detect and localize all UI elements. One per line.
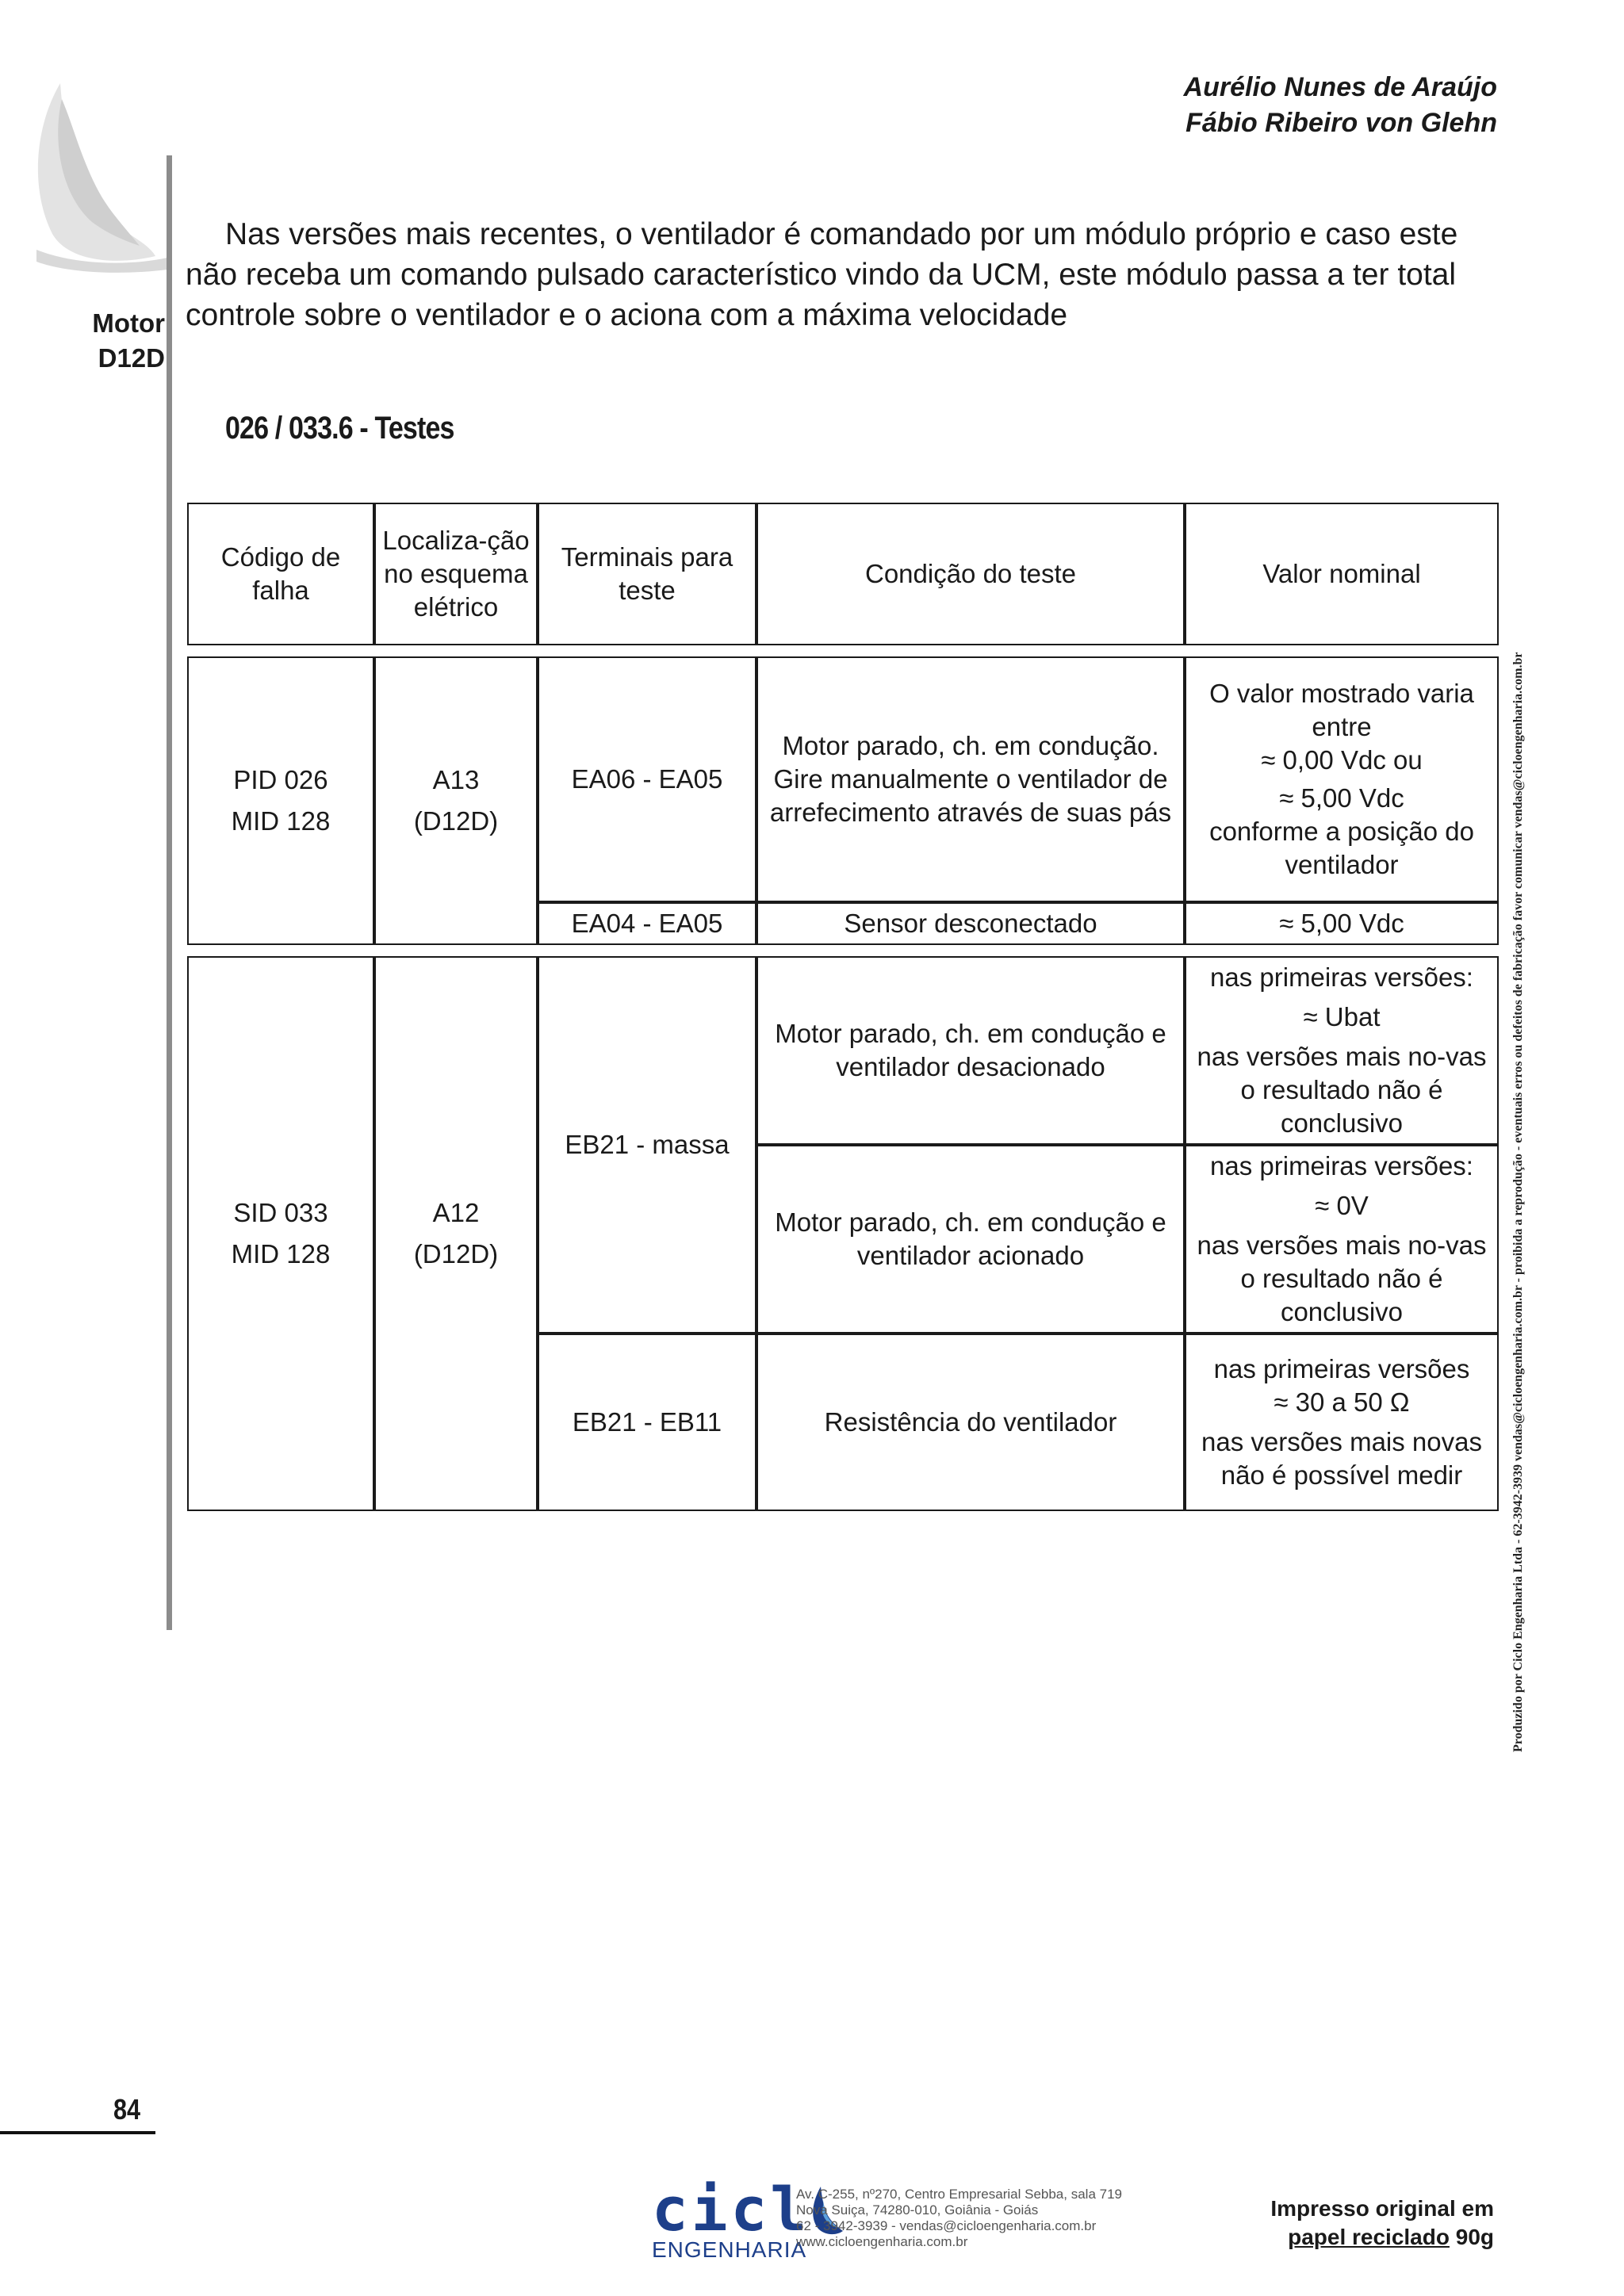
value-line: ≈ 0V: [1315, 1191, 1369, 1220]
value-cell: [1185, 956, 1499, 1145]
value-cell: [1185, 1334, 1499, 1511]
value-line: nas versões mais novas não é possível medir: [1201, 1427, 1482, 1490]
page-number-rule: [0, 2131, 155, 2134]
location-cell: [374, 656, 538, 945]
table-row: [187, 956, 1499, 1145]
table-spacer: [187, 645, 1499, 656]
decorative-swoosh-logo: [29, 75, 171, 274]
author-name: Fábio Ribeiro von Glehn: [1185, 108, 1497, 138]
terminal-cell: EB21 - EB11: [538, 1334, 756, 1511]
fault-code-cell: [187, 956, 374, 1511]
address-line: www.cicloengenharia.com.br: [796, 2234, 968, 2249]
fault-code: SID 033: [233, 1198, 328, 1227]
intro-text: Nas versões mais recentes, o ventilador é comandado por um módulo próprio e caso este não receba um comando pulsado característico vindo da UCM, este módulo passa a ter total controle sobre o ventilador e o aciona com a máxima velocidade: [186, 217, 1458, 332]
condition-cell: Motor parado, ch. em condução. Gire manualmente o ventilador de arrefecimento através de suas pás: [756, 656, 1185, 902]
header-cell: Código de falha: [187, 503, 374, 645]
value-line: nas versões mais no-vas o resultado não é conclusivo: [1197, 1042, 1487, 1138]
intro-paragraph: [186, 214, 1499, 335]
value-line: ≈ Ubat: [1303, 1002, 1381, 1031]
header-cell: Localiza-ção no esquema elétrico: [374, 503, 538, 645]
location-cell: [374, 956, 538, 1511]
header-cell: Terminais para teste: [538, 503, 756, 645]
value-cell: [1185, 656, 1499, 902]
side-label-line: D12D: [98, 343, 165, 373]
address-line: 62 - 3942-3939 - vendas@cicloengenharia.com.br: [796, 2218, 1097, 2233]
value-line: nas primeiras versões:: [1210, 1151, 1473, 1181]
address-line: Av. C-255, nº270, Centro Empresarial Sebba, sala 719: [796, 2187, 1122, 2202]
address-line: Nova Suiça, 74280-010, Goiânia - Goiás: [796, 2202, 1039, 2218]
value-line: ≈ 5,00 Vdc: [1279, 783, 1404, 813]
header-cell: Valor nominal: [1185, 503, 1499, 645]
page-number: 84: [113, 2093, 141, 2126]
value-cell: ≈ 5,00 Vdc: [1185, 902, 1499, 945]
copyright-watermark: Produzido por Ciclo Engenharia Ltda - 62-3942-3939 vendas@cicloengenharia.com.br - proibida a reprodução - eventuais erros ou defeitos de fabricação favor comunicar vendas@cicloengenharia.com.br: [1511, 652, 1525, 1752]
fault-code: MID 128: [231, 1239, 331, 1269]
location-code: (D12D): [413, 1239, 499, 1269]
table-row: [187, 656, 1499, 902]
value-line: nas primeiras versões:: [1210, 962, 1473, 992]
condition-cell: Motor parado, ch. em condução e ventilador acionado: [756, 1145, 1185, 1334]
printed-line: [1270, 2223, 1494, 2252]
recycled-paper-note: [1270, 2195, 1494, 2252]
logo-subtitle: ENGENHARIA: [652, 2237, 807, 2262]
table-header-row: [187, 503, 1499, 645]
terminal-cell: EA06 - EA05: [538, 656, 756, 902]
value-line: nas primeiras versões: [1213, 1354, 1470, 1383]
fault-code-cell: [187, 656, 374, 945]
logo-wordmark: cicl: [652, 2174, 810, 2244]
printed-rest: 90g: [1449, 2225, 1494, 2249]
header-cell: Condição do teste: [756, 503, 1185, 645]
side-label-line: Motor: [92, 308, 165, 338]
terminal-cell: EA04 - EA05: [538, 902, 756, 945]
company-address: [796, 2187, 1122, 2250]
value-line: conforme a posição do ventilador: [1209, 817, 1474, 879]
fault-code: MID 128: [231, 806, 331, 836]
section-title: 026 / 033.6 - Testes: [225, 411, 454, 446]
location-code: A13: [432, 765, 480, 794]
fault-code: PID 026: [233, 765, 328, 794]
condition-cell: Resistência do ventilador: [756, 1334, 1185, 1511]
printed-line: Impresso original em: [1270, 2196, 1494, 2221]
value-line: ≈ 30 a 50 Ω: [1274, 1387, 1410, 1417]
authors-block: [1184, 70, 1497, 141]
value-cell: [1185, 1145, 1499, 1334]
side-bar: [167, 155, 172, 1630]
printed-underlined: papel reciclado: [1288, 2225, 1450, 2249]
condition-cell: Sensor desconectado: [756, 902, 1185, 945]
condition-cell: Motor parado, ch. em condução e ventilador desacionado: [756, 956, 1185, 1145]
value-line: nas versões mais no-vas o resultado não é conclusivo: [1197, 1230, 1487, 1326]
terminal-cell: EB21 - massa: [538, 956, 756, 1334]
value-line: ≈ 0,00 Vdc ou: [1261, 745, 1423, 775]
location-code: (D12D): [413, 806, 499, 836]
author-name: Aurélio Nunes de Araújo: [1183, 72, 1497, 102]
side-label: [48, 306, 165, 376]
test-table: [187, 503, 1499, 1511]
table-spacer: [187, 945, 1499, 956]
value-line: O valor mostrado varia entre: [1209, 679, 1474, 741]
location-code: A12: [432, 1198, 480, 1227]
